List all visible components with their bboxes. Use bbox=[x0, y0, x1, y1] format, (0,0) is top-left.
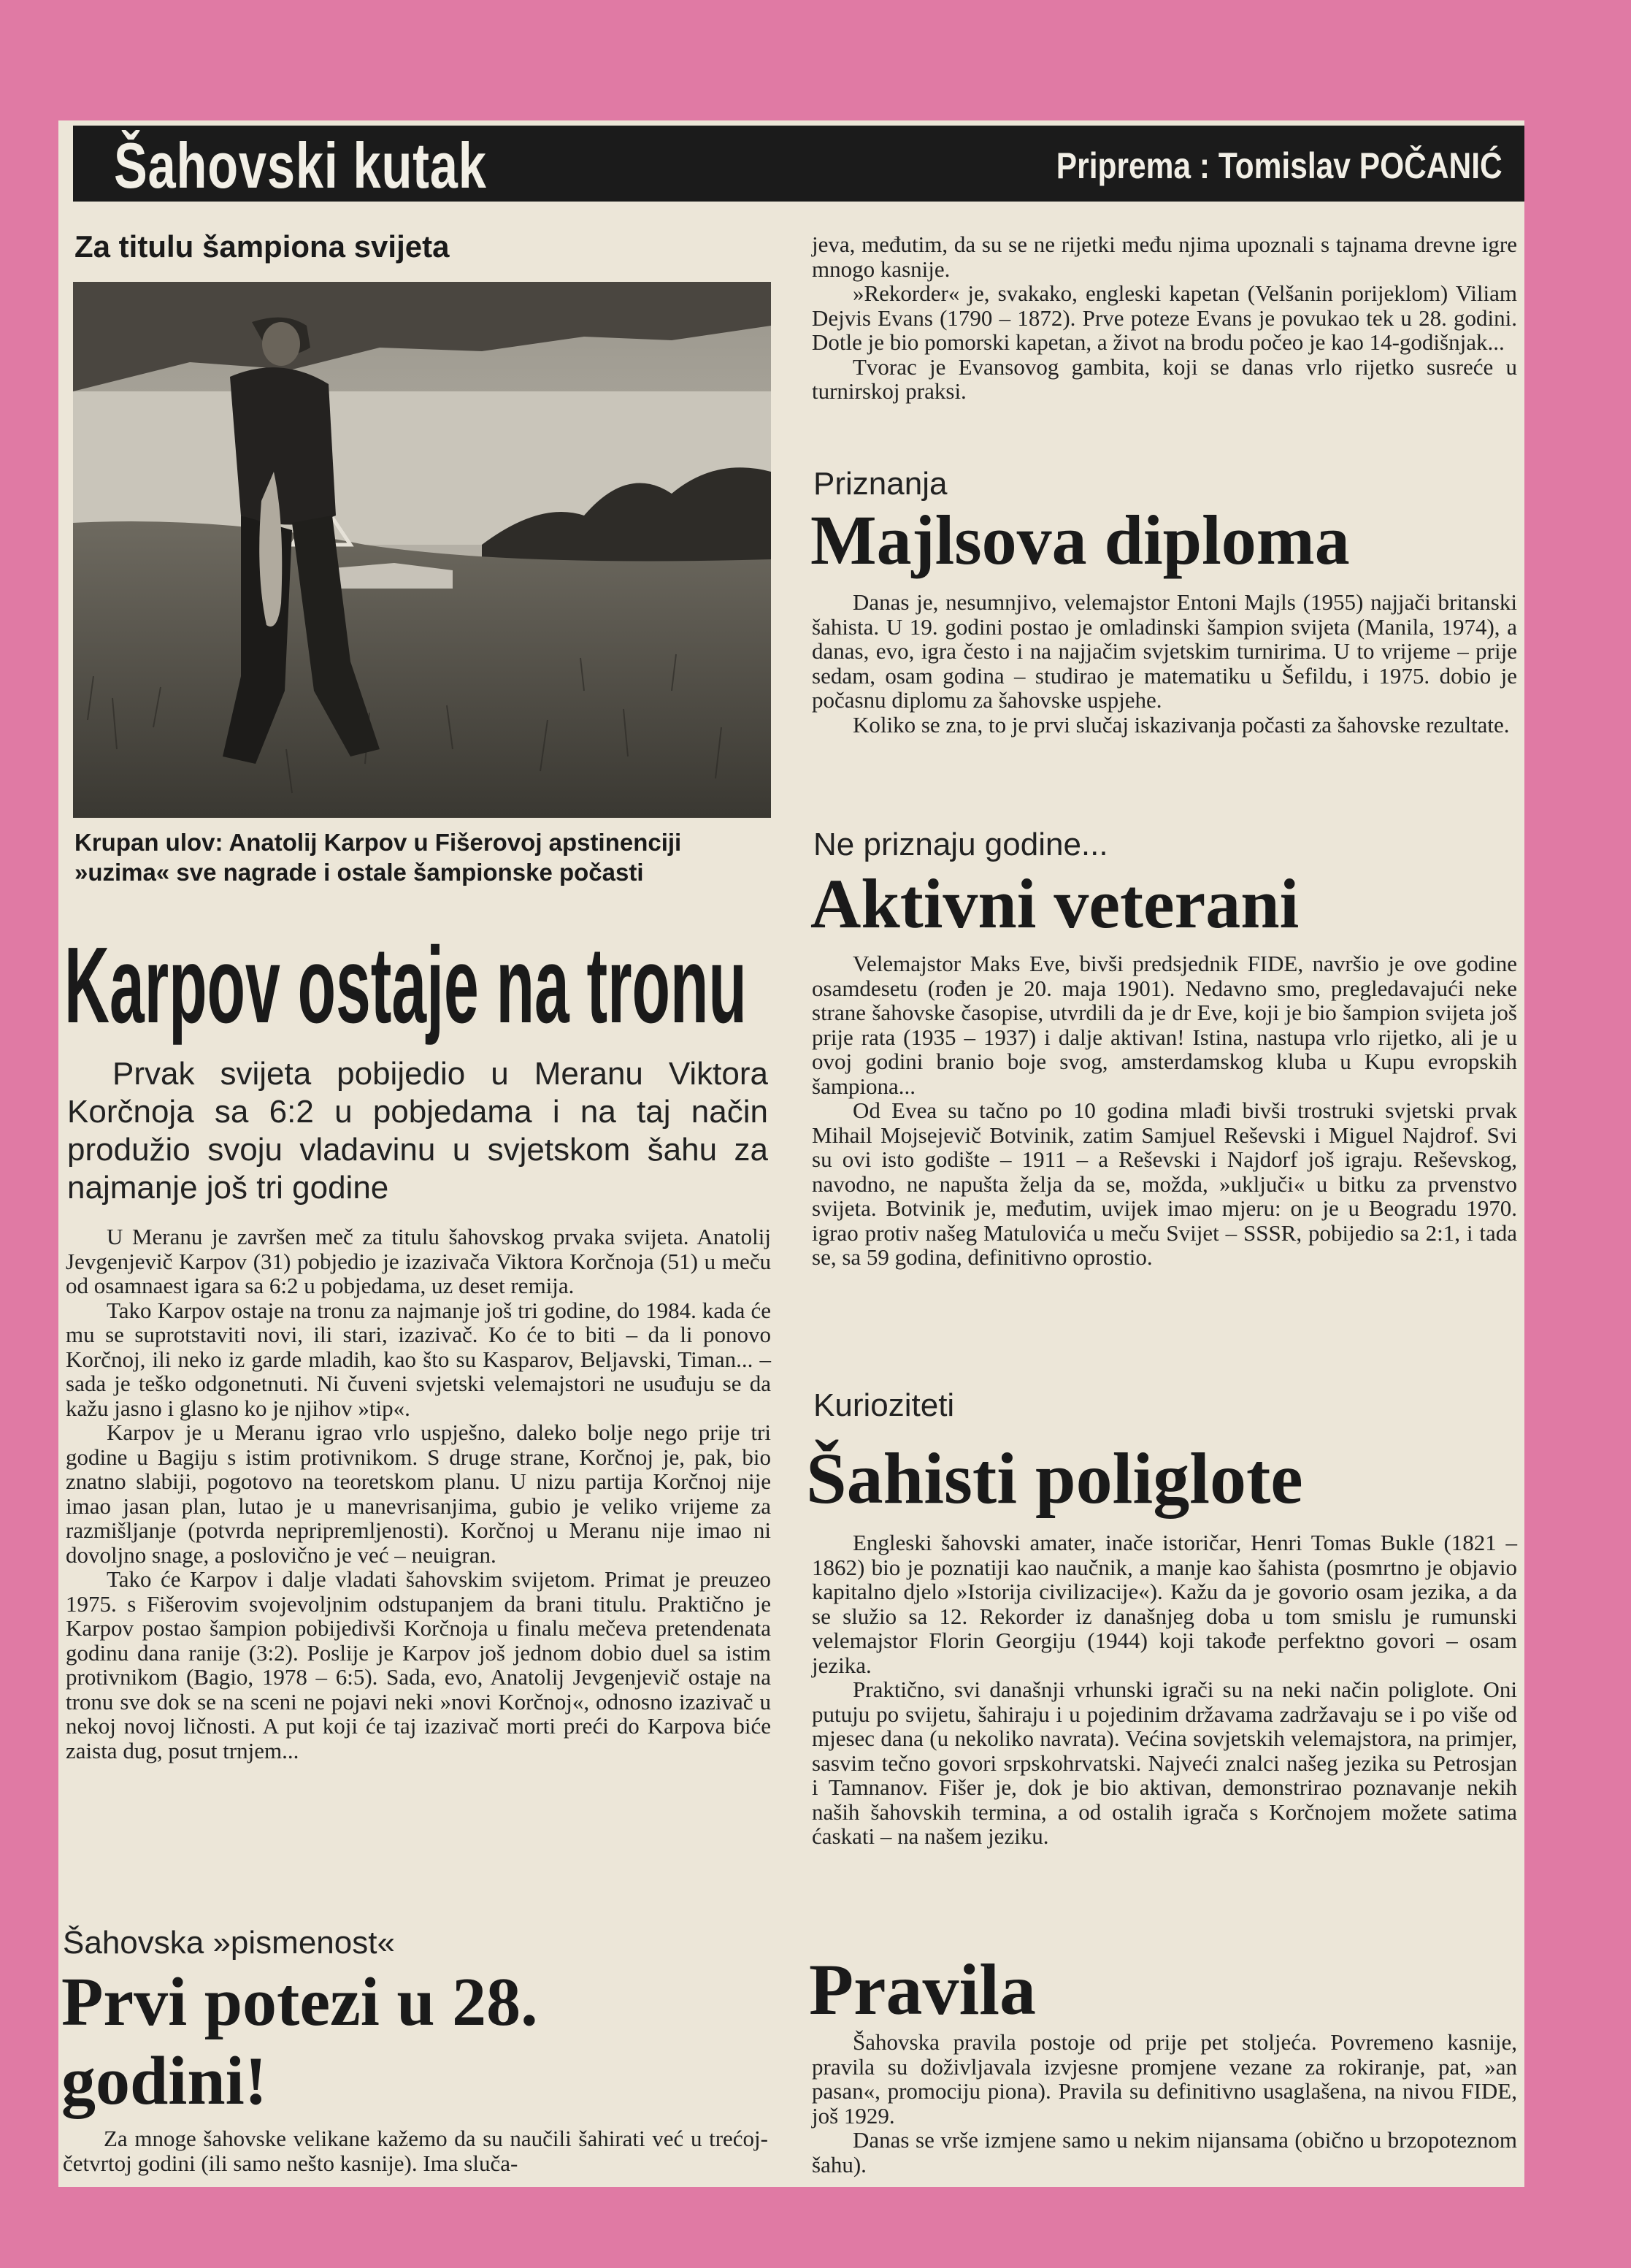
article-paragraph: Praktično, svi današnji vrhunski igrači su na neki način poliglote. Oni putuju po svijetu, šahiraju i u pojedinim državama zadržavaju se i po više od mjesec dana (u nekoliko navrata). Većina sovjetskih velemajstora, na primjer, sasvim tečno govori srpskohrvatski. Najveći znalci našeg jezika su Petrosjan i Tamnanov. Fišer je, dok je bio aktivan, demonstrirao poznavanje nekih naših šahovskih termina, a od ostalih igrača s Korčnojem možete satima ćaskati – na našem jeziku. bbox=[812, 1677, 1517, 1849]
polyglots-article-body bbox=[812, 1530, 1517, 1849]
column-title: Šahovski kutak bbox=[114, 129, 487, 202]
article-paragraph: Engleski šahovski amater, inače istoričar, Henri Tomas Bukle (1821 – 1862) bio je poznatiji kao naučnik, a manje kao šahista (posmrtno je objavio kapitalno djelo »Istorija civilizacije«). Kažu da je govorio osam jezika, a da se služio sa 12. Rekorder iz današnjeg doba u tom smislu je rumunski velemajstor Florin Georgiju (1944) koji takođe perfektno govori – osam jezika. bbox=[812, 1530, 1517, 1678]
article-paragraph: Danas je, nesumnjivo, velemajstor Entoni Majls (1955) najjači britanski šahista. U 19. godini postao je omladinski šampion svijeta (Manila, 1974), a danas, evo, igra često i na najjačim svjetskim turnirima. U to vrijeme – prije sedam, osam godina – studirao je matematiku u Šefildu, i 1975. dobio je počasnu diplomu za šahovske uspjehe. bbox=[812, 589, 1517, 713]
section-kicker: Kurioziteti bbox=[813, 1387, 955, 1423]
section-headline: Majlsova diploma bbox=[810, 501, 1350, 579]
article-paragraph: Za mnoge šahovske velikane kažemo da su naučili šahirati već u trećoj-četvrtoj godini (ili samo nešto kasnije). Ima sluča- bbox=[63, 2126, 768, 2176]
article-paragraph: jeva, međutim, da su se ne rijetki među njima upoznali s tajnama drevne igre mnogo kasnije. bbox=[812, 231, 1517, 282]
photo-caption: Krupan ulov: Anatolij Karpov u Fišerovoj apstinenciji »uzima« sve nagrade i ostale šampionske počasti bbox=[74, 829, 682, 886]
article-paragraph: Karpov je u Meranu igrao vrlo uspješno, daleko bolje nego prije tri godine u Bagiju s istim protivnikom. S druge strane, Korčnoj je, pak, bio znatno slabiji, pogotovo na teoretskom planu. U nizu partija Korčnoj nije imao jasan plan, lutao je u manevrisanjima, gubio je veliko vrijeme za razmišljanje (potvrda nepripremljenosti). Korčnoj u Meranu nije imao ni dovoljno snage, a poslovično je već – neuigran. bbox=[66, 1420, 771, 1568]
masthead-bar bbox=[73, 126, 1524, 202]
evans-article-start bbox=[63, 2126, 768, 2175]
article-paragraph: Šahovska pravila postoje od prije pet stoljeća. Povremeno kasnije, pravila su doživljavala izvjesne promjene vezane za rokiranje, pat, »an pasan«, promociju piona). Pravila su definitivno usaglašena, na nivou FIDE, još 1929. bbox=[812, 2029, 1517, 2129]
photo-heading: Za titulu šampiona svijeta bbox=[74, 229, 450, 264]
section-headline: Prvi potezi u 28. bbox=[61, 1964, 538, 2040]
article-paragraph: Koliko se zna, to je prvi slučaj iskazivanja počasti za šahovske rezultate. bbox=[853, 711, 1510, 738]
author-credit: Priprema : Tomislav POČANIĆ bbox=[1056, 145, 1503, 186]
article-paragraph: Tvorac je Evansovog gambita, koji se danas vrlo rijetko susreće u turnirskoj praksi. bbox=[812, 353, 1517, 404]
lead-paragraph: Prvak svijeta pobijedio u Meranu Viktora Korčnoja sa 6:2 u pobjedama i na taj način produžio svoju vladavinu u svjetskom šahu za najmanje još tri godine bbox=[67, 1056, 768, 1206]
article-paragraph: U Meranu je završen meč za titulu šahovskog prvaka svijeta. Anatolij Jevgenjevič Karpov (31) pobjedio je izazivača Viktora Korčnoja (51) u meču od osamnaest igara sa 6:2 u pobjedama, uz deset remija. bbox=[66, 1224, 771, 1298]
karpov-photo bbox=[73, 282, 771, 818]
article-paragraph: Danas se vrše izmjene samo u nekim nijansama (obično u brzopoteznom šahu). bbox=[812, 2127, 1517, 2177]
section-headline: Aktivni veterani bbox=[810, 865, 1300, 943]
section-headline: Šahisti poliglote bbox=[806, 1438, 1303, 1519]
article-paragraph: »Rekorder« je, svakako, engleski kapetan (Velšanin porijeklom) Viliam Dejvis Evans (1790 – 1872). Prve poteze Evans je povukao tek u 28. godini. Dotle je bio pomorski kapetan, a život na brodu počeo je kao 14-godišnjak... bbox=[812, 280, 1517, 355]
article-paragraph: Velemajstor Maks Eve, bivši predsjednik FIDE, navršio je ove godine osamdesetu (rođen je 20. maja 1901). Nedavno smo, pregledavajući neke strane šahovske časopise, utvrdili da je dr Eve, koji je bio šampion svijeta još prije rata (1935 – 1937) i dalje aktivan! Istina, nastupa vrlo rijetko, ali je u ovoj godini branio boje svog, amsterdamskog kluba u Kupu evropskih šampiona... bbox=[812, 951, 1517, 1099]
evans-article-continuation bbox=[812, 232, 1517, 404]
veterans-article-body bbox=[812, 951, 1517, 1270]
article-paragraph: Od Evea su tačno po 10 godina mlađi bivši trostruki svjetski prvak Mihail Mojsejevič Botvinik, zatim Samjuel Reševski i Miguel Najdrof. Svi su ovi isto godište – 1911 – a Reševski i Najdorf još igraju. Reševskog, navodno, ne napušta želja da se, možda, »uključi« u bitku za prvenstvo svijeta. Botvinik je, međutim, uvijek imao mjeru: on je u Beogradu 1970. igrao protiv našeg Matulovića u meču Svijet – SSSR, pobijedio sa 2:1, i tada se, sa 59 godina, definitivno oprostio. bbox=[812, 1097, 1517, 1270]
section-headline-continued: godini! bbox=[61, 2043, 268, 2119]
article-paragraph: Tako Karpov ostaje na tronu za najmanje još tri godine, do 1984. kada će mu se suprotstaviti novi, ili stari, izazivač. Ko će to biti – da li ponovo Korčnoj, ili neko iz garde mladih, kao što su Kasparov, Beljavski, Timan... – sada je teško odgonetnuti. Ni čuveni svjetski velemajstori ne usuđuju se da kažu jasno i glasno ko je njihov »tip«. bbox=[66, 1297, 771, 1421]
section-kicker: Priznanja bbox=[813, 466, 948, 502]
rules-article-body bbox=[812, 2030, 1517, 2177]
article-paragraph: Tako će Karpov i dalje vladati šahovskim svijetom. Primat je preuzeo 1975. s Fišerovim svojevoljnim odstupanjem da brani titulu. Praktično je Karpov postao šampion pobijedivši Korčnoja u finalu mečeva pretendenata godinu dana ranije (3:2). Poslije je Karpov još jednom dobio duel sa istim protivnikom (Bagio, 1978 – 6:5). Sada, evo, Anatolij Jevgenjevič ostaje na tronu sve dok se na sceni ne pojavi neki »novi Korčnoj«, odnosno izazivač u nekoj novoj ličnosti. A put koji će taj izazivač morti preći do Karpova biće zaista dug, posut trnjem... bbox=[66, 1566, 771, 1763]
section-kicker: Ne priznaju godine... bbox=[813, 827, 1108, 862]
majls-article-body bbox=[812, 590, 1517, 737]
main-headline: Karpov ostaje na tronu bbox=[64, 925, 747, 1046]
section-headline: Pravila bbox=[809, 1949, 1037, 2030]
karpov-article-body bbox=[66, 1225, 771, 1763]
section-kicker: Šahovska »pismenost« bbox=[63, 1925, 395, 1961]
